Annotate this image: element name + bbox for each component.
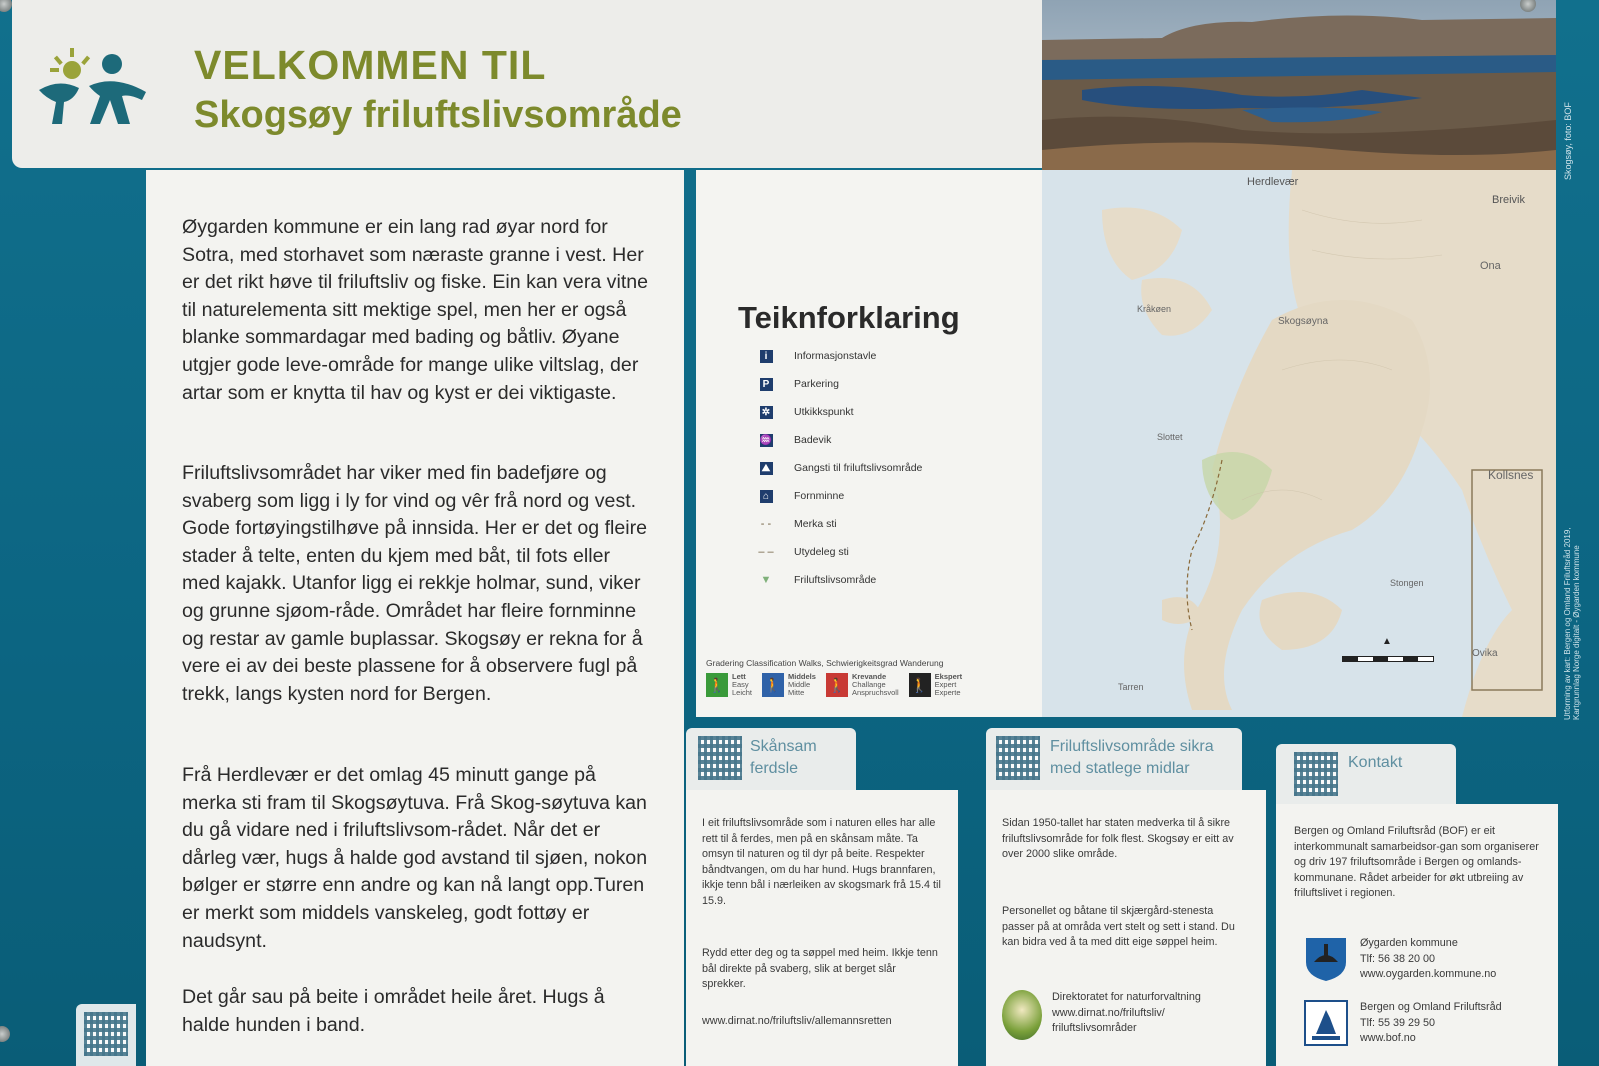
legend-item: ▼ Friluftslivsområde: [756, 566, 922, 594]
welcome-title: VELKOMMEN TIL: [194, 42, 547, 88]
sikra-title: Friluftslivsområde sikra med statlege midlar: [1050, 738, 1214, 777]
bof-logo-icon: [1304, 1000, 1348, 1046]
qr-code-icon[interactable]: [84, 1012, 128, 1056]
hiker-icon: 🚶: [826, 673, 848, 697]
sikra-card-tab: [986, 728, 1242, 790]
header-banner: [12, 0, 1042, 168]
map-legend-panel: [696, 170, 1042, 717]
grade-challenging: 🚶 Krevande Challange Anspruchsvoll: [826, 673, 899, 697]
agency-info: Direktoratet for naturforvaltning www.dirnat.no/friluftsliv/ friluftslivsområder: [1052, 991, 1201, 1034]
recreation-area-icon: ▼: [760, 574, 772, 586]
oygarden-coat-of-arms-icon: [1304, 936, 1348, 982]
map-label: Tarren: [1118, 682, 1144, 692]
map-label: Breivik: [1492, 194, 1526, 206]
scale-bar: [1342, 636, 1432, 664]
skansam-title: Skånsam ferdsle: [750, 738, 817, 777]
footpath-icon: ⛰: [760, 462, 773, 475]
area-name-subtitle: Skogsøy friluftslivsområde: [194, 94, 682, 136]
kontakt-text: Bergen og Omland Friluftsråd (BOF) er eit interkommunalt samarbeidsor-gan som organiserer og driv 197 friluftsområde i Bergen og omlands-kommunane. Rådet arbeider for økt utbreiing av friluftslivet i regionen.: [1294, 825, 1539, 899]
hiker-icon: 🚶: [706, 673, 728, 697]
skansam-link[interactable]: www.dirnat.no/friluftsliv/allemannsretten: [702, 1015, 892, 1027]
grade-easy: 🚶 Lett Easy Leicht: [706, 673, 752, 697]
dn-logo-icon: [1002, 990, 1042, 1040]
skansam-card-tab: [686, 728, 856, 790]
map-label: Skogsøyna: [1278, 316, 1329, 327]
viewpoint-icon: ✲: [760, 406, 773, 419]
legend-item: – – Utydeleg sti: [756, 538, 922, 566]
qr-code-icon[interactable]: [996, 736, 1040, 780]
qr-code-icon[interactable]: [1294, 752, 1338, 796]
map-label: Herdlevær: [1247, 176, 1299, 188]
kontakt-title: Kontakt: [1348, 754, 1403, 771]
skansam-card: [686, 790, 958, 1066]
legend-item: ♒ Badevik: [759, 434, 832, 446]
north-arrow-icon: ▲: [1382, 636, 1392, 647]
legend-item: ✲ Utkikkspunkt: [756, 398, 922, 426]
skansam-text: I eit friluftslivsområde som i naturen elles har alle rett til å ferdes, men på en skånsam måte. Ta omsyn til naturen og til dyr på beite. Respekter båndtvangen, om du har hund. Hugs brannfaren, ikkje tenn bål i nærleiken av skogsmark frå 15.4 til 15.9.: [702, 817, 941, 907]
qr-code-tab: [76, 1004, 136, 1066]
legend-title: Teiknforklaring: [738, 300, 960, 335]
legend-item: - - Merka sti: [756, 510, 922, 538]
legend-list: [756, 342, 922, 594]
legend-item: ⌂ Fornminne: [756, 482, 922, 510]
unclear-trail-icon: – –: [758, 546, 774, 558]
intro-paragraph: Øygarden kommune er ein lang rad øyar nord for Sotra, med storhavet som næraste granne i vest. Her er det rikt høve til friluftsliv og fiske. Ein kan vera vitne til naturelementa sitt mektige spel, men her er også blanke sommardagar med bading og båtliv. Øyane utgjer gode leve-område for mange ulike viltslag, der artar som er knytta til hav og kyst er dei viktigaste.: [182, 216, 649, 404]
hiker-icon: 🚶: [762, 673, 784, 697]
kontakt-card-tab: [1276, 744, 1456, 804]
info-board-icon: i: [760, 350, 773, 363]
hiker-icon: 🚶: [909, 673, 931, 697]
ancient-monument-icon: ⌂: [760, 490, 773, 503]
outdoor-logo-icon: [34, 40, 154, 130]
grade-expert: 🚶 Ekspert Expert Experte: [909, 673, 963, 697]
grade-middle: 🚶 Middels Middle Mitte: [762, 673, 816, 697]
map-label: Kråkøen: [1137, 304, 1172, 314]
map-label: Ovika: [1472, 648, 1498, 659]
photo-credit: Skogsøy, foto: BOF: [1563, 102, 1573, 180]
grading-label: Gradering Classification Walks, Schwierigkeitsgrad Wanderung: [706, 658, 944, 668]
main-text-panel: [146, 170, 684, 1066]
route-paragraph: Frå Herdlevær er det omlag 45 minutt gange på merka sti fram til Skogsøytuva. Frå Skog-søytuva kan du gå vidare ned i friluftslivsom-rådet. Når det er dårleg vær, hugs å halde god avstand til sjøen, nokon bølger er større enn andre og kan nå langt opp.Turen er merkt som middels vanskeleg, godt fottøy er naudsynt.: [182, 764, 648, 952]
landscape-photo: [1042, 0, 1556, 170]
sheep-paragraph: Det går sau på beite i området heile året. Hugs å halde hunden i band.: [182, 986, 605, 1036]
screw-icon: [0, 1026, 10, 1042]
map-label: Stongen: [1390, 578, 1424, 588]
kontakt-card: [1276, 804, 1558, 1066]
beach-icon: ♒: [759, 434, 773, 446]
contact-oygarden: Øygarden kommune Tlf: 56 38 20 00 www.oygarden.kommune.no: [1304, 936, 1496, 983]
area-map: [1042, 170, 1556, 717]
legend-item: P Parkering: [756, 370, 922, 398]
marked-trail-icon: - -: [760, 518, 772, 530]
map-credit: Utforming av kart: Bergen og Omland Friluftsråd 2019, Kartgrunnlag Norge digitalt - Øygarden kommune: [1563, 527, 1581, 720]
area-paragraph: Friluftslivsområdet har viker med fin badefjøre og svaberg som ligg i ly for vind og vêr frå nord og vest. Gode fortøyingstilhøve på innsida. Her er det og fleire stader å telte, enten du kjem med båt, til fots eller med kajakk. Utanfor ligg ei rekkje holmar, sund, viker og grunne sjøom-råde. Området har fleire fornminne og restar av gamle buplassar. Skogsøy er rekna for å vere ei av dei beste plassene for å observere fugl på trekk, langs kysten nord for Bergen.: [182, 462, 648, 705]
sikra-text-2: Personellet og båtane til skjærgård-stenesta passer på at områda vert stelt og sett i stand. Du kan bidra ved å ta med ditt eige søppel heim.: [1002, 905, 1235, 948]
difficulty-grades: [706, 673, 962, 697]
sikra-card: [986, 790, 1266, 1066]
screw-icon: [0, 0, 12, 12]
map-label: Slottet: [1157, 432, 1183, 442]
map-label: Ona: [1480, 260, 1501, 272]
map-label: Kollsnes: [1488, 468, 1534, 482]
legend-item: ⛰ Gangsti til friluftslivsområde: [756, 454, 922, 482]
skansam-text-2: Rydd etter deg og ta søppel med heim. Ikkje tenn bål direkte på svaberg, slik at berget slår sprekker.: [702, 947, 938, 990]
sikra-text: Sidan 1950-tallet har staten medverka til å sikre friluftslivsområde for folk flest. Skogsøy er eitt av over 2000 slike område.: [1002, 817, 1234, 860]
parking-icon: P: [760, 378, 773, 391]
qr-code-icon[interactable]: [698, 736, 742, 780]
legend-item: i Informasjonstavle: [756, 342, 922, 370]
contact-bof: Bergen og Omland Friluftsråd Tlf: 55 39 29 50 www.bof.no: [1304, 1000, 1502, 1047]
